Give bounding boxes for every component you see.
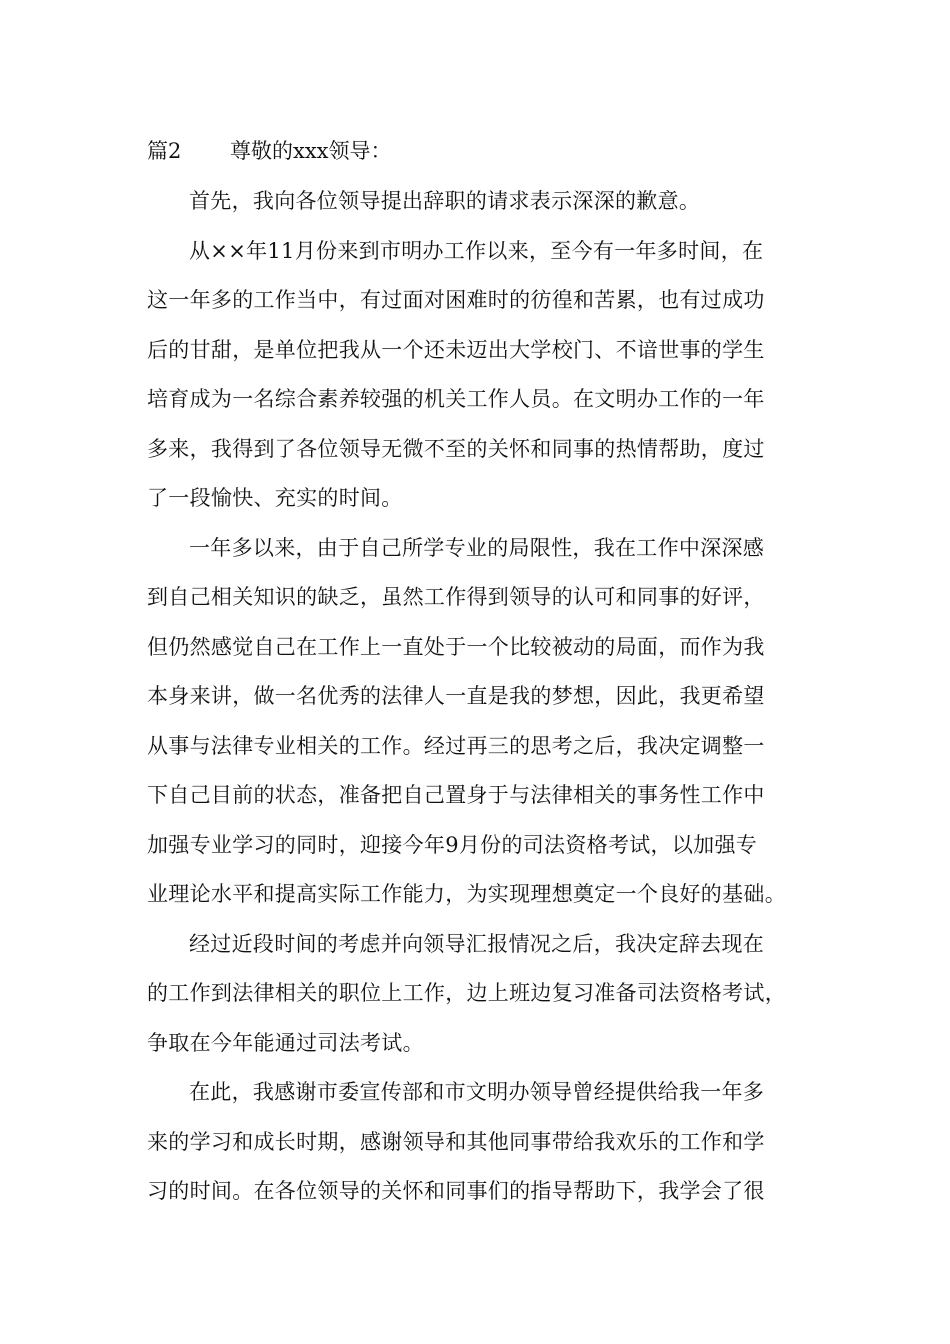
paragraph-line: 多来，我得到了各位领导无微不至的关怀和同事的热情帮助，度过 bbox=[147, 437, 765, 461]
paragraph-line: 的工作到法律相关的职位上工作，边上班边复习准备司法资格考试， bbox=[147, 981, 786, 1005]
paragraph-line: 业理论水平和提高实际工作能力，为实现理想奠定一个良好的基础。 bbox=[147, 882, 786, 906]
paragraph-line: 来的学习和成长时期，感谢领导和其他同事带给我欢乐的工作和学 bbox=[147, 1130, 765, 1154]
paragraph-line: 到自己相关知识的缺乏，虽然工作得到领导的认可和同事的好评， bbox=[147, 585, 765, 609]
paragraph-line: 了一段愉快、充实的时间。 bbox=[147, 486, 403, 510]
paragraph-line: 培育成为一名综合素养较强的机关工作人员。在文明办工作的一年 bbox=[147, 387, 765, 411]
paragraph-line: 加强专业学习的同时，迎接今年9月份的司法资格考试，以加强专 bbox=[147, 833, 758, 857]
paragraph-line: 从××年11月份来到市明办工作以来，至今有一年多时间，在 bbox=[189, 239, 764, 263]
paragraph-line: 从事与法律专业相关的工作。经过再三的思考之后，我决定调整一 bbox=[147, 734, 765, 758]
salutation: 尊敬的xxx领导： bbox=[230, 139, 392, 163]
section-label: 篇2 bbox=[147, 139, 182, 163]
paragraph-line: 争取在今年能通过司法考试。 bbox=[147, 1031, 424, 1055]
paragraph-line: 在此，我感谢市委宣传部和市文明办领导曾经提供给我一年多 bbox=[189, 1080, 765, 1104]
paragraph-line: 这一年多的工作当中，有过面对困难时的彷徨和苦累，也有过成功 bbox=[147, 288, 765, 312]
paragraph-line: 一年多以来，由于自己所学专业的局限性，我在工作中深深感 bbox=[189, 536, 765, 560]
paragraph-line: 习的时间。在各位领导的关怀和同事们的指导帮助下，我学会了很 bbox=[147, 1179, 765, 1203]
paragraph-line: 下自己目前的状态，准备把自己置身于与法律相关的事务性工作中 bbox=[147, 783, 765, 807]
document-heading bbox=[147, 136, 392, 166]
paragraph-line: 后的甘甜，是单位把我从一个还未迈出大学校门、不谙世事的学生 bbox=[147, 338, 765, 362]
paragraph-line: 但仍然感觉自己在工作上一直处于一个比较被动的局面，而作为我 bbox=[147, 635, 765, 659]
paragraph-line: 本身来讲，做一名优秀的法律人一直是我的梦想，因此，我更希望 bbox=[147, 684, 765, 708]
paragraph-line: 首先，我向各位领导提出辞职的请求表示深深的歉意。 bbox=[189, 189, 701, 213]
paragraph-line: 经过近段时间的考虑并向领导汇报情况之后，我决定辞去现在 bbox=[189, 932, 765, 956]
